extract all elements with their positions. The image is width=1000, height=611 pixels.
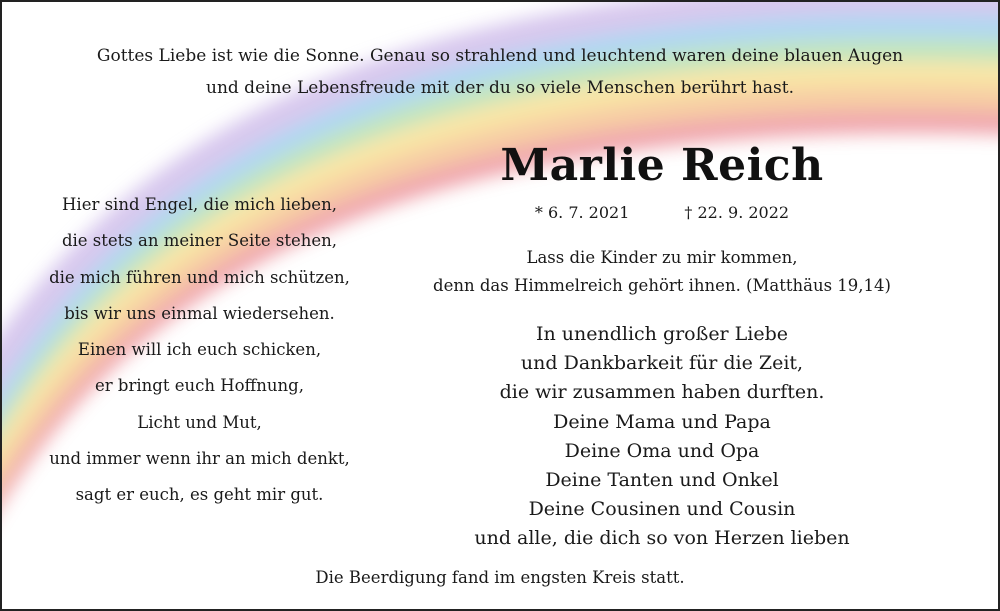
deceased-name: Marlie Reich [500, 140, 824, 191]
poem-line: er bringt euch Hoffnung, [95, 376, 304, 396]
life-dates [462, 203, 862, 222]
poem-line: Einen will ich euch schicken, [77, 340, 322, 360]
closing-line: Deine Oma und Opa [564, 439, 760, 462]
poem-line: und immer wenn ihr an mich denkt, [49, 449, 350, 469]
poem-line: Hier sind Engel, die mich lieben, [62, 195, 337, 214]
angel-poem [22, 187, 377, 514]
closing-line: und Dankbarkeit für die Zeit, [520, 352, 804, 375]
birth-date: * 6. 7. 2021 [534, 203, 630, 222]
poem-line: Licht und Mut, [137, 412, 262, 432]
poem-line: die stets an meiner Seite stehen, [61, 231, 338, 251]
closing-line: die wir zusammen haben durften. [499, 381, 825, 404]
verse-line: denn das Himmelreich gehört ihnen. (Matthäus 19,14) [433, 276, 891, 295]
closing-line: In unendlich großer Liebe [535, 323, 789, 345]
poem-line: die mich führen und mich schützen, [49, 267, 350, 287]
poem-line: bis wir uns einmal wiedersehen. [64, 303, 335, 323]
closing-line: und alle, die dich so von Herzen lieben [474, 527, 850, 550]
poem-line: sagt er euch, es geht mir gut. [75, 485, 324, 505]
closing-line: Deine Cousinen und Cousin [528, 498, 796, 521]
funeral-note: Die Beerdigung fand im engsten Kreis statt. [315, 568, 685, 587]
bible-verse [402, 244, 922, 300]
verse-line: Lass die Kinder zu mir kommen, [526, 248, 798, 267]
closing-line: Deine Mama und Papa [553, 410, 771, 433]
intro-line: Gottes Liebe ist wie die Sonne. Genau so strahlend und leuchtend waren deine blauen Augen [96, 46, 904, 66]
death-date: † 22. 9. 2022 [684, 203, 790, 222]
intro-line: und deine Lebensfreude mit der du so viele Menschen berührt hast. [206, 78, 794, 98]
intro-text [62, 40, 938, 104]
family-closing [442, 320, 882, 554]
closing-line: Deine Tanten und Onkel [545, 469, 779, 492]
